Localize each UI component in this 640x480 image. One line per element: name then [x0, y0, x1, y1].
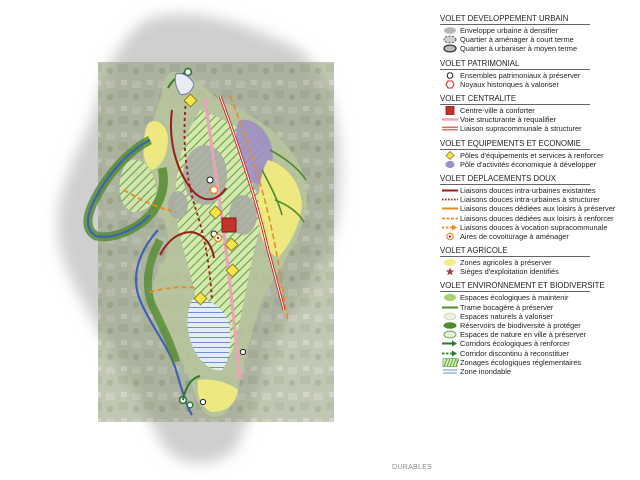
legend-section-title: VOLET CENTRALITE: [440, 94, 590, 105]
circle-open-icon: [440, 71, 460, 80]
legend-item-label: Zonages écologiques réglementaires: [460, 357, 582, 367]
arrow-orange-icon: [440, 223, 460, 232]
legend-item: [440, 195, 640, 204]
town-centre: [222, 218, 236, 232]
legend-item-label: Pôle d'activités économique à développer: [460, 159, 597, 169]
corridor-node-north: [185, 69, 192, 76]
legend-item: [440, 367, 640, 376]
line-orange-icon: [440, 204, 460, 213]
legend-item: [440, 303, 640, 312]
legend-section-title: VOLET DEVELOPPEMENT URBAIN: [440, 14, 590, 25]
heritage-4: [240, 349, 245, 354]
legend-item: [440, 115, 640, 124]
legend-item-label: Espaces de nature en ville à préserver: [460, 330, 587, 340]
legend-item: [440, 26, 640, 35]
legend-item: [440, 160, 640, 169]
legend-section: [440, 59, 640, 89]
corridor-node-south-2: [187, 402, 193, 408]
legend-section: [440, 14, 640, 54]
line-pink-icon: [440, 115, 460, 124]
legend-item-label: Voie structurante à requalifier: [460, 115, 557, 125]
legend-item: [440, 124, 640, 133]
legend-item-label: Trame bocagère à préserver: [460, 302, 554, 312]
legend-item: [440, 358, 640, 367]
blob-lightgreen-icon: [440, 293, 460, 302]
ellipse-dashed-icon: [440, 35, 460, 44]
ellipse-outlined-icon: [440, 44, 460, 53]
legend-item-label: Espaces naturels à valoriser: [460, 311, 553, 321]
legend-item-label: Corridor discontinu à reconstituer: [460, 348, 569, 358]
legend-section-title: VOLET EQUIPEMENTS ET ECONOMIE: [440, 139, 590, 150]
legend-item-label: Corridors écologiques à renforcer: [460, 339, 570, 349]
legend-item-label: Liaison supracommunale à structurer: [460, 124, 582, 134]
ellipse-yellow-icon: [440, 258, 460, 267]
legend-item-label: Quartier à aménager à court terme: [460, 35, 574, 45]
diamond-yellow-icon: [440, 151, 460, 160]
star-brown-icon: [440, 267, 460, 276]
legend-item: [440, 106, 640, 115]
line-double-red-icon: [440, 124, 460, 133]
blob-darkgreen-icon: [440, 321, 460, 330]
legend-item: [440, 204, 640, 213]
line-darkred-dotted-icon: [440, 195, 460, 204]
legend-section: [440, 281, 640, 376]
ellipse-grey-icon: [440, 26, 460, 35]
legend-item: [440, 293, 640, 302]
legend-section-title: VOLET ENVIRONNEMENT ET BIODIVERSITE: [440, 281, 605, 291]
legend-item: [440, 258, 640, 267]
legend-item: [440, 330, 640, 339]
ellipse-pale-icon: [440, 312, 460, 321]
legend-section-title: VOLET DEPLACEMENTS DOUX: [440, 174, 590, 185]
legend-item: [440, 44, 640, 53]
square-red-icon: [440, 106, 460, 115]
legend-item: [440, 232, 640, 241]
legend-item-label: Ensembles patrimoniaux à préserver: [460, 70, 581, 80]
legend-item-label: Liaisons douces intra-urbaines à structurer: [460, 195, 600, 205]
legend-item-label: Espaces écologiques à maintenir: [460, 293, 569, 303]
hatch-green-icon: [440, 358, 460, 367]
legend-item: [440, 71, 640, 80]
legend-section: [440, 246, 640, 276]
legend-item: [440, 223, 640, 232]
legend-item: [440, 35, 640, 44]
legend-item-label: Liaisons douces dédiées aux loisirs à renforcer: [460, 213, 614, 223]
legend-item-label: Quartier à urbaniser à moyen terme: [460, 44, 578, 54]
line-orange-dashed-icon: [440, 214, 460, 223]
lines-blue-icon: [440, 367, 460, 376]
legend-item-label: Liaisons douces intra-urbaines existantes: [460, 185, 596, 195]
legend-item-label: Liaisons douces à vocation supracommunale: [460, 222, 608, 232]
legend-item-label: Liaisons douces dédiées aux loisirs à préserver: [460, 204, 616, 214]
legend-section: [440, 94, 640, 134]
urban-envelope-2: [168, 191, 188, 219]
legend-item: [440, 339, 640, 348]
legend-item: [440, 213, 640, 222]
legend-item-label: Centre-ville à conforter: [460, 106, 535, 116]
circle-orange-icon: [440, 232, 460, 241]
legend-item: [440, 151, 640, 160]
legend-item-label: Pôles d'équipements et services à renforcer: [460, 150, 604, 160]
map-legend: [440, 14, 640, 480]
legend-item: [440, 349, 640, 358]
arrow-green-icon: [440, 339, 460, 348]
legend-section-title: VOLET PATRIMONIAL: [440, 59, 590, 70]
legend-item: [440, 267, 640, 276]
footer-note: DURABLES: [392, 464, 433, 471]
heritage-1: [207, 177, 213, 183]
legend-item-label: Réservoirs de biodiversité à protéger: [460, 321, 581, 331]
line-green-icon: [440, 303, 460, 312]
line-darkred-icon: [440, 186, 460, 195]
legend-item-label: Enveloppe urbaine à densifier: [460, 26, 558, 36]
hexagon-red-icon: [440, 80, 460, 89]
legend-item: [440, 312, 640, 321]
arrow-green-dashed-icon: [440, 349, 460, 358]
legend-section-title: VOLET AGRICOLE: [440, 246, 590, 257]
legend-item: [440, 80, 640, 89]
legend-item-label: Zones agricoles à préserver: [460, 258, 552, 268]
legend-item-label: Aires de covoiturage à aménager: [460, 231, 569, 241]
legend-item-label: Zone inondable: [460, 366, 511, 376]
legend-item: [440, 321, 640, 330]
covoit-2: [210, 186, 217, 193]
blob-purple-icon: [440, 160, 460, 169]
ellipse-green-outline-icon: [440, 330, 460, 339]
legend-item-label: Noyaux historiques à valoriser: [460, 79, 559, 89]
covoit-1-dot: [217, 237, 219, 239]
heritage-3: [200, 399, 205, 404]
legend-item-label: Sièges d'exploitation identifiés: [460, 267, 559, 277]
legend-item: [440, 186, 640, 195]
legend-section: [440, 174, 640, 241]
legend-section: [440, 139, 640, 169]
